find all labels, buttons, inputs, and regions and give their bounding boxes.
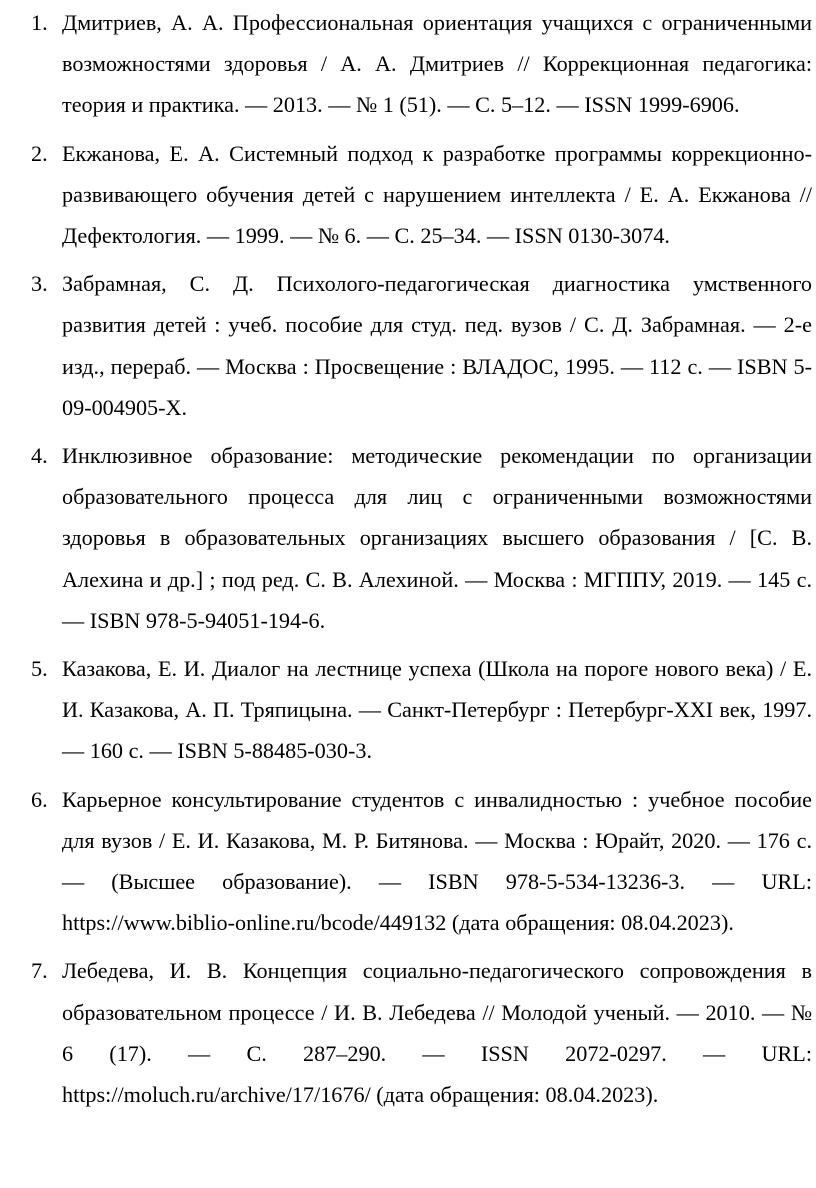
reference-number: 3.	[31, 271, 48, 297]
reference-item	[0, 648, 816, 772]
reference-item	[0, 435, 816, 641]
reference-text: Казакова, Е. И. Диалог на лестнице успеха (Школа на пороге нового века) / Е. И. Казакова, А. П. Тряпицына. — Санкт-Петербург : Петербург-XXI век, 1997. — 160 с. — ISBN 5-88485-030-3.	[62, 656, 812, 764]
reference-number: 5.	[31, 656, 48, 682]
reference-list	[0, 2, 816, 1115]
reference-text: Лебедева, И. В. Концепция социально-педагогического сопровождения в образовательном процессе / И. В. Лебедева // Молодой ученый. — 2010. — № 6 (17). — С. 287–290. — ISSN 2072-0297. — URL: https://moluch.ru/archive/17/1676/ (дата обращения: 08.04.2023).	[62, 958, 812, 1108]
reference-text: Дмитриев, А. А. Профессиональная ориентация учащихся с ограниченными возможностями здоровья / А. А. Дмитриев // Коррекционная педагогика: теория и практика. — 2013. — № 1 (51). — С. 5–12. — ISSN 1999-6906.	[62, 10, 812, 118]
reference-item	[0, 2, 816, 126]
reference-text: Екжанова, Е. А. Системный подход к разработке программы коррекционно-развивающего обучения детей с нарушением интеллекта / Е. А. Екжанова // Дефектология. — 1999. — № 6. — С. 25–34. — ISSN 0130-3074.	[62, 140, 812, 249]
reference-item	[0, 950, 816, 1115]
reference-item	[0, 779, 816, 944]
reference-number: 7.	[31, 958, 48, 984]
reference-item	[0, 133, 816, 257]
reference-text: Карьерное консультирование студентов с инвалидностью : учебное пособие для вузов / Е. И. Казакова, М. Р. Битянова. — Москва : Юрайт, 2020. — 176 с. — (Высшее образование). — ISBN 978-5-534-13236-3. — URL: https://www.biblio-online.ru/bcode/449132 (дата обращения: 08.04.2023).	[62, 786, 812, 936]
reference-text: Инклюзивное образование: методические рекомендации по организации образовательного процесса для лиц с ограниченными возможностями здоровья в образовательных организациях высшего образования / [С. В. Алехина и др.] ; под ред. С. В. Алехиной. — Москва : МГППУ, 2019. — 145 с. — ISBN 978-5-94051-194-6.	[62, 443, 812, 633]
reference-number: 6.	[31, 786, 48, 812]
reference-item	[0, 263, 816, 428]
reference-number: 2.	[31, 140, 48, 166]
reference-number: 1.	[31, 10, 48, 35]
reference-number: 4.	[31, 443, 48, 469]
reference-text: Забрамная, С. Д. Психолого-педагогическая диагностика умственного развития детей : учеб. пособие для студ. пед. вузов / С. Д. Забрамная. — 2-е изд., перераб. — Москва : Просвещение : ВЛАДОС, 1995. — 112 с. — ISBN 5-09-004905-X.	[62, 271, 812, 420]
